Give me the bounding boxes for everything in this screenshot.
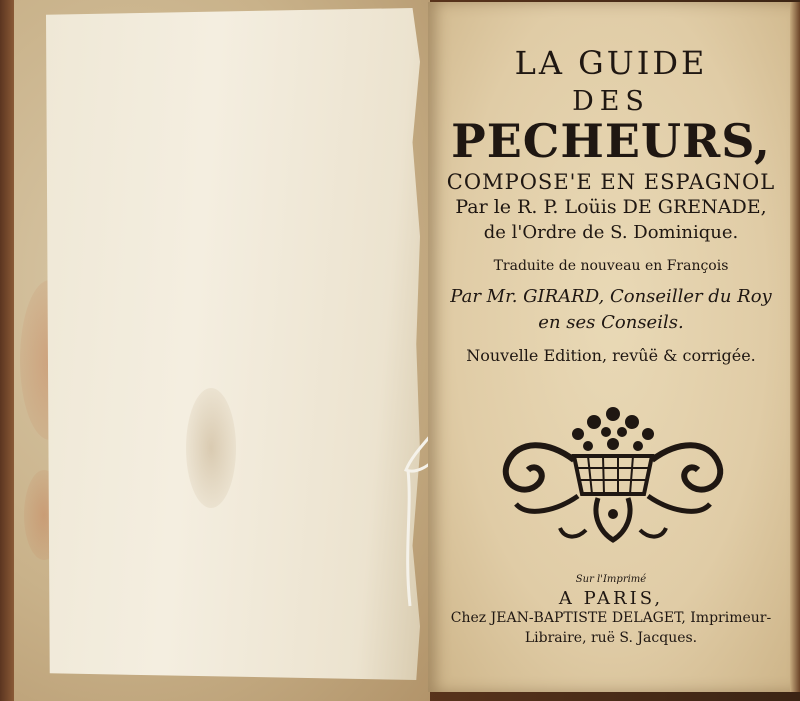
translator-title-line: en ses Conseils. — [538, 312, 684, 333]
edition-line: Nouvelle Edition, revûë & corrigée. — [466, 346, 756, 365]
order-line: de l'Ordre de S. Dominique. — [483, 222, 739, 243]
translator-line: Par Mr. GIRARD, Conseiller du Roy — [450, 286, 772, 307]
blank-flyleaf — [46, 8, 420, 680]
translation-line: Traduite de nouveau en François — [493, 258, 729, 274]
title-des: DES — [572, 86, 650, 117]
imprint-printer: Chez JEAN-BAPTISTE DELAGET, Imprimeur- — [450, 610, 772, 626]
imprint-city: A PARIS, — [558, 588, 664, 609]
subtitle-compose: COMPOSE'E EN ESPAGNOL — [446, 170, 776, 194]
imprint-note: Sur l'Imprimé — [575, 574, 647, 585]
title-la-guide: LA GUIDE — [514, 44, 708, 82]
paper-smudge — [186, 388, 236, 508]
title-page — [428, 2, 794, 692]
basket-of-flowers-ornament — [488, 400, 738, 548]
author-line: Par le R. P. Loüis DE GRENADE, — [455, 196, 767, 218]
title-pecheurs: PECHEURS, — [451, 114, 771, 168]
imprint-address: Libraire, ruë S. Jacques. — [524, 630, 698, 646]
